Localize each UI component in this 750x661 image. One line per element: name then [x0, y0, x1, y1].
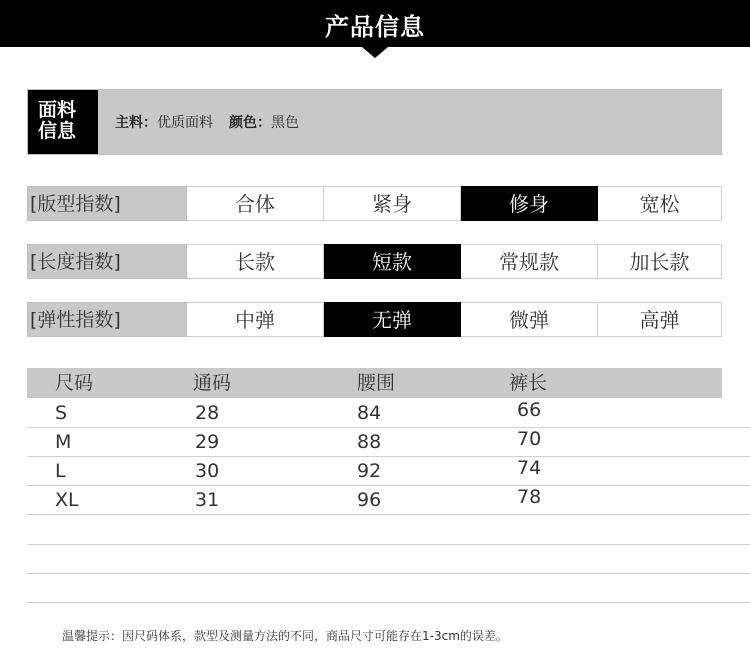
header-waist: 腰围 [357, 372, 396, 394]
size-table-header [27, 368, 722, 398]
cell-general-size: 31 [195, 489, 220, 511]
color-key: 颜色： [229, 115, 271, 131]
cell-waist: 84 [357, 402, 382, 424]
fit-option-3-selected: 修身 [461, 186, 598, 221]
cell-size: L [55, 460, 66, 482]
elasticity-index-label: [弹性指数] [27, 302, 187, 337]
header-size: 尺码 [55, 372, 94, 394]
table-divider [27, 602, 750, 603]
cell-size: XL [55, 489, 79, 511]
fabric-label-line2: 信息 [38, 120, 77, 142]
length-option-2-selected: 短款 [324, 244, 461, 279]
page-header [0, 0, 750, 47]
header-length: 裤长 [509, 372, 548, 394]
cell-length: 78 [517, 486, 542, 508]
cell-size: S [55, 402, 68, 424]
length-option-3: 常规款 [461, 244, 598, 279]
cell-size: M [55, 431, 72, 453]
table-divider [27, 544, 750, 545]
elasticity-option-4: 高弹 [598, 302, 722, 337]
header-notch [362, 47, 388, 58]
fit-option-2: 紧身 [324, 186, 461, 221]
cell-length: 74 [517, 457, 542, 479]
cell-length: 70 [517, 428, 542, 450]
fit-option-1: 合体 [187, 186, 324, 221]
elasticity-option-3: 微弹 [461, 302, 598, 337]
elasticity-option-1: 中弹 [187, 302, 324, 337]
table-row [27, 428, 750, 457]
cell-waist: 96 [357, 489, 382, 511]
color-value: 黑色 [271, 115, 299, 131]
fabric-label [28, 90, 98, 154]
fit-option-4: 宽松 [598, 186, 722, 221]
main-material-value: 优质面料 [157, 115, 213, 131]
fit-index-row [27, 186, 722, 221]
header-general-size: 通码 [193, 372, 232, 394]
fabric-details [115, 112, 299, 132]
cell-waist: 88 [357, 431, 382, 453]
length-index-row [27, 244, 722, 279]
table-divider [27, 573, 750, 574]
size-disclaimer: 温馨提示：因尺码体系，款型及测量方法的不同，商品尺寸可能存在1-3cm的误差。 [62, 629, 508, 643]
cell-length: 66 [517, 399, 542, 421]
length-option-1: 长款 [187, 244, 324, 279]
fabric-label-line1: 面料 [38, 99, 77, 121]
cell-general-size: 29 [195, 431, 220, 453]
elasticity-index-row [27, 302, 722, 337]
fabric-info-panel [27, 89, 722, 155]
elasticity-option-2-selected: 无弹 [324, 302, 461, 337]
main-material-key: 主料： [115, 115, 157, 131]
table-row [27, 457, 750, 486]
table-row [27, 399, 750, 428]
table-row [27, 486, 750, 515]
cell-general-size: 28 [195, 402, 220, 424]
page-title: 产品信息 [325, 13, 425, 41]
cell-waist: 92 [357, 460, 382, 482]
cell-general-size: 30 [195, 460, 220, 482]
length-index-label: [长度指数] [27, 244, 187, 279]
length-option-4: 加长款 [598, 244, 722, 279]
fit-index-label: [版型指数] [27, 186, 187, 221]
